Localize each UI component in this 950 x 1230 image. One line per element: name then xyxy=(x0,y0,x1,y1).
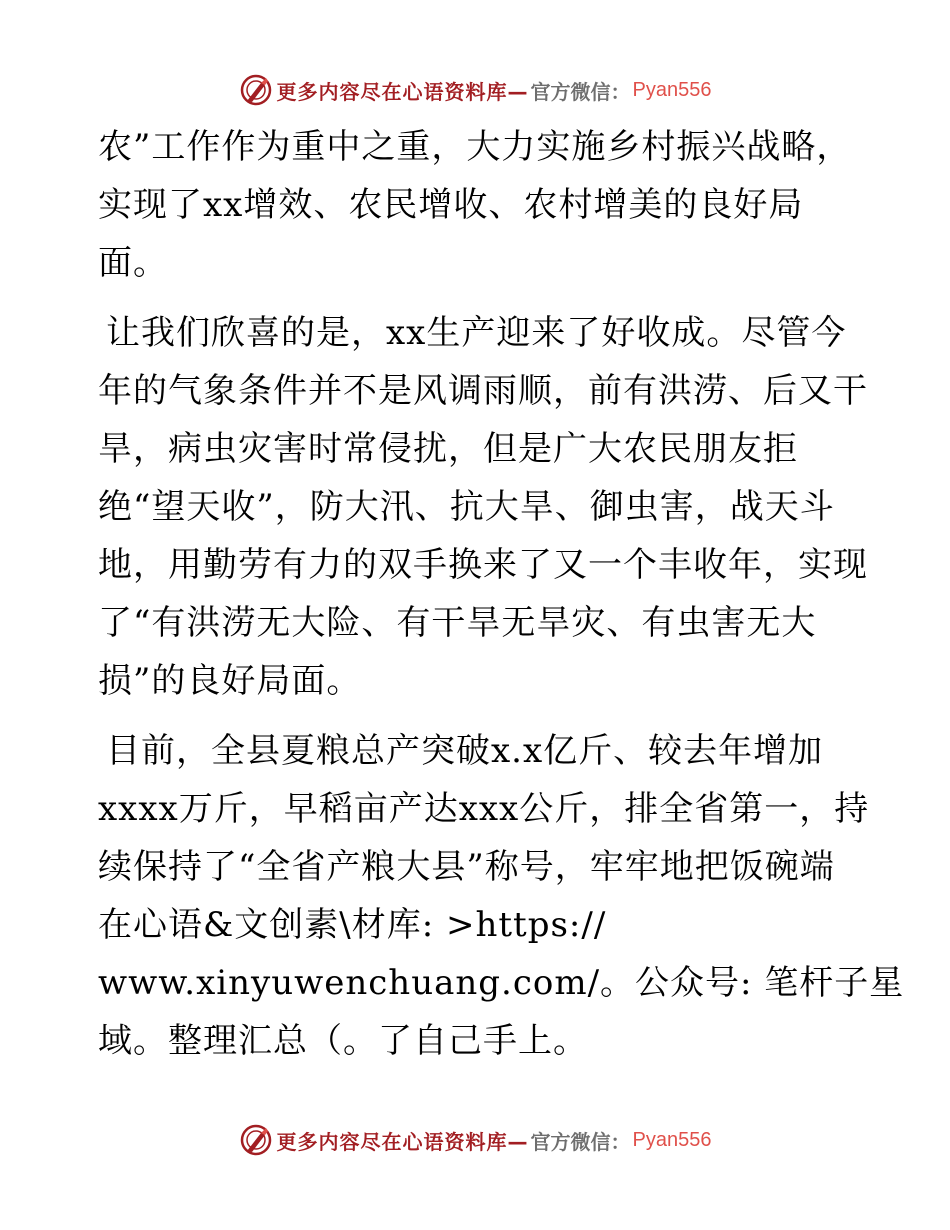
paragraph xyxy=(98,722,905,1070)
text-line: 损”的良好局面。 xyxy=(98,661,362,701)
watermark-text: 更多内容尽在心语资料库— xyxy=(276,79,529,104)
text-line: 旱，病虫灾害时常侵扰，但是广大农民朋友拒 xyxy=(98,429,798,469)
text-line: 域。整理汇总（。了自己手上。 xyxy=(98,1021,588,1061)
text-line: xxxx万斤，早稻亩产达xxx公斤，排全省第一，持 xyxy=(98,789,870,829)
text-line: 农”工作作为重中之重，大力实施乡村振兴战略， xyxy=(98,127,852,167)
paragraph xyxy=(98,304,868,710)
wechat-label: 官方微信： xyxy=(530,1129,631,1154)
wechat-id: Pyan556 xyxy=(632,1128,712,1151)
text-line: 在心语&文创素\材库: >https:// xyxy=(98,905,607,945)
document-body xyxy=(98,118,905,1070)
wechat-id: Pyan556 xyxy=(632,78,712,101)
text-line: www.xinyuwenchuang.com/。公众号: 笔杆子星 xyxy=(98,963,905,1003)
paragraph xyxy=(98,118,858,292)
text-line: 续保持了“全省产粮大县”称号，牢牢地把饭碗端 xyxy=(98,847,835,887)
text-line: 地，用勤劳有力的双手换来了又一个丰收年，实现 xyxy=(98,545,868,585)
pen-logo-icon xyxy=(239,73,273,107)
text-line: 绝“望天收”，防大汛、抗大旱、御虫害，战天斗 xyxy=(98,487,835,527)
footer-watermark xyxy=(0,1120,950,1160)
text-line: 实现了xx增效、农民增收、农村增美的良好局 xyxy=(98,185,804,225)
text-line: 了“有洪涝无大险、有干旱无旱灾、有虫害无大 xyxy=(98,603,817,643)
text-line: 面。 xyxy=(98,243,168,283)
text-line: 让我们欣喜的是，xx生产迎来了好收成。尽管今 xyxy=(106,313,847,353)
wechat-label: 官方微信： xyxy=(530,79,631,104)
text-line: 目前，全县夏粮总产突破x.x亿斤、较去年增加 xyxy=(106,731,824,771)
header-watermark xyxy=(0,70,950,110)
text-line: 年的气象条件并不是风调雨顺，前有洪涝、后又干 xyxy=(98,371,868,411)
watermark-text: 更多内容尽在心语资料库— xyxy=(276,1129,529,1154)
pen-logo-icon xyxy=(239,1123,273,1157)
